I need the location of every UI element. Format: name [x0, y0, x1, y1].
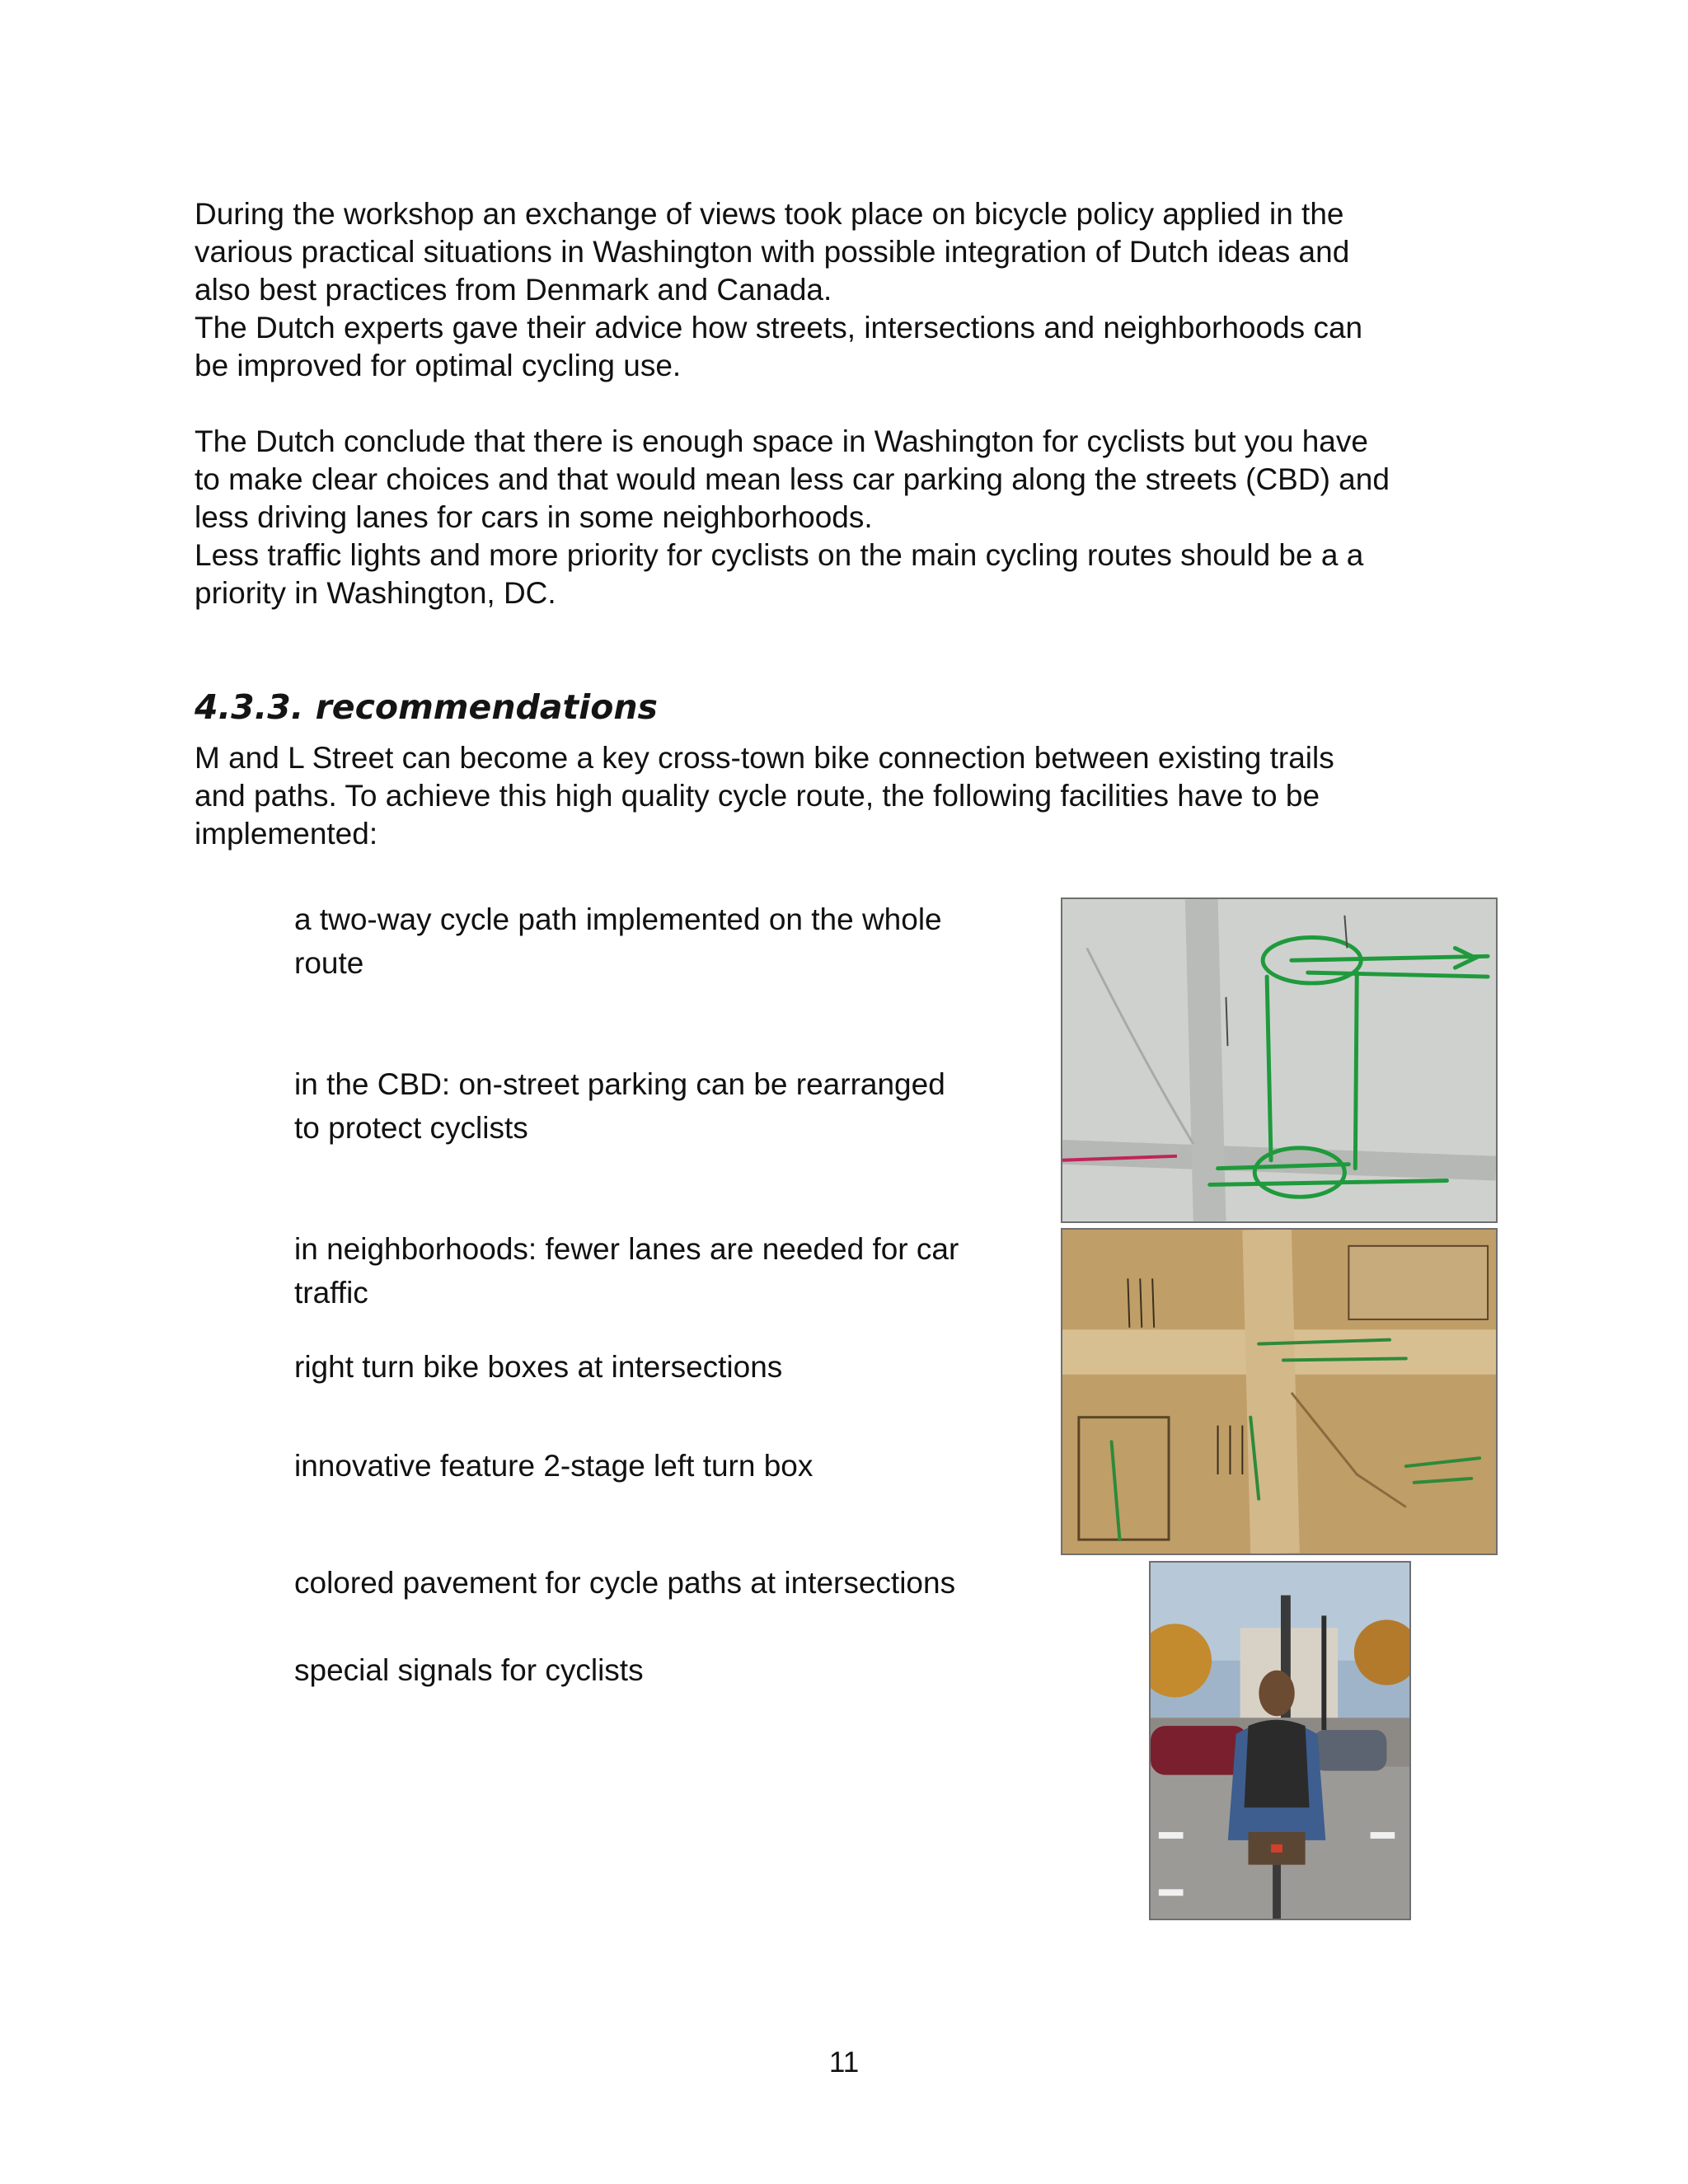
recommendation-item: innovative feature 2-stage left turn box	[294, 1449, 814, 1483]
intro-text	[195, 195, 1530, 612]
recommendation-item: in the CBD: on-street parking can be rearranged to protect cyclists	[294, 1067, 945, 1145]
page-number: 11	[828, 2046, 860, 2079]
section-heading: 4.3.3. recommendations	[195, 687, 658, 727]
recommendation-item: in neighborhoods: fewer lanes are needed for car traffic	[294, 1232, 959, 1310]
cyclist-at-intersection-photo	[1149, 1561, 1411, 1920]
recommendations-intro	[195, 739, 1530, 853]
recommendations-intro-text: M and L Street can become a key cross-town bike connection between existing trails and paths. To achieve this high quality cycle route, the following facilities have to be implemented:	[195, 741, 1334, 851]
recommendation-item: a two-way cycle path implemented on the whole route	[294, 902, 942, 980]
recommendation-item: special signals for cyclists	[294, 1653, 644, 1687]
recommendation-item: right turn bike boxes at intersections	[294, 1350, 783, 1384]
intersection-sketch-green-photo	[1061, 898, 1498, 1223]
intro-paragraph-1: During the workshop an exchange of views took place on bicycle policy applied in the various practical situations in Washington with possible integration of Dutch ideas and also best practices from Denmark and Canada. The Dutch experts gave their advice how streets, intersections and neighborhoods can be improved for optimal cycling use.	[195, 197, 1363, 382]
recommendation-item: colored pavement for cycle paths at intersections	[294, 1566, 956, 1600]
intersection-sketch-sepia-photo	[1061, 1228, 1498, 1555]
intro-paragraph-2: The Dutch conclude that there is enough space in Washington for cyclists but you have to make clear choices and that would mean less car parking along the streets (CBD) and less driving lanes for cars in some neighborhoods. Less traffic lights and more priority for cyclists on the main cycling routes should be a a priority in Washington, DC.	[195, 424, 1390, 610]
